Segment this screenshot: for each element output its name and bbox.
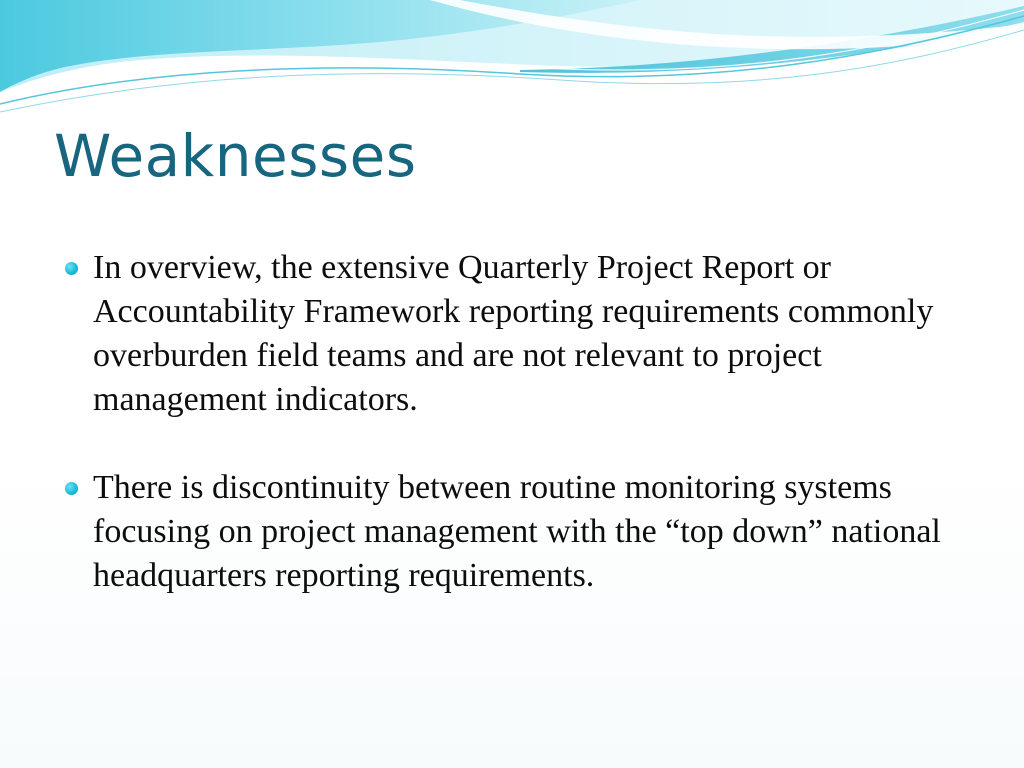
slide-title: Weaknesses [54,122,417,190]
bullet-dot-icon [65,482,78,495]
bullet-list [64,246,984,642]
bullet-item [64,246,984,422]
bullet-text: In overview, the extensive Quarterly Project Report or Accountability Framework reporting requirements commonly overburden field teams and are not relevant to project management indicators. [93,249,934,418]
bullet-item [64,466,984,598]
bullet-dot-icon [65,262,78,275]
wave-header-decoration [0,0,1024,130]
bullet-text: There is discontinuity between routine monitoring systems focusing on project management with the “top down” national headquarters reporting requirements. [93,469,941,594]
